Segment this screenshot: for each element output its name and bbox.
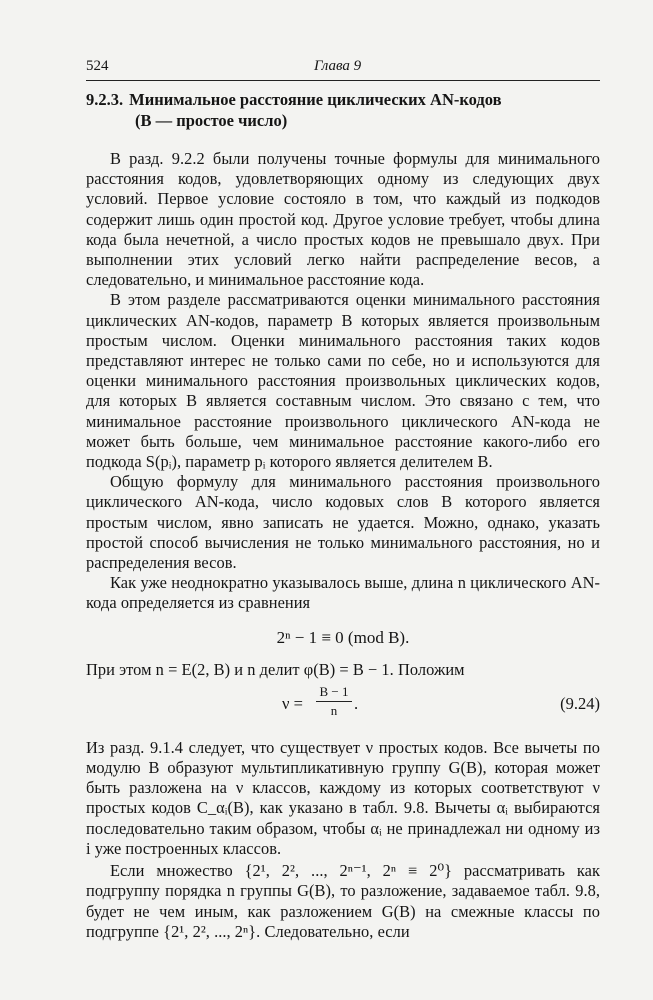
page-number: 524 — [86, 58, 109, 74]
formula-nu-lhs: ν = — [282, 693, 303, 713]
paragraph-6: Если множество {2¹, 2², ..., 2ⁿ⁻¹, 2ⁿ ≡ 2⁰} рассматривать как подгруппу порядка n группы G(B), то разложение, задаваемое табл. 9.8, будет не чем иным, как разложением G(B) на смежные классы по подгруппе {2¹, 2², ..., 2ⁿ}. Следовательно, если — [86, 861, 600, 941]
chapter-title: Глава 9 — [314, 58, 362, 74]
formula-congruence: 2ⁿ − 1 ≡ 0 (mod B). — [276, 627, 410, 647]
section-heading — [86, 89, 600, 131]
header-rule — [86, 80, 600, 81]
section-number: 9.2.3. — [86, 90, 124, 109]
paragraph-4: Как уже неоднократно указывалось выше, длина n циклического AN-кода определяется из сравнения — [86, 573, 600, 613]
running-header — [86, 58, 600, 80]
equation-number: (9.24) — [560, 693, 600, 713]
section-title-line1: Минимальное расстояние циклических AN-кодов — [129, 90, 502, 109]
paragraph-1: В разд. 9.2.2 были получены точные формулы для минимального расстояния кодов, удовлетворяющих одному из следующих двух условий. Первое условие состояло в том, что каждый из подкодов содержит лишь один простой код. Другое условие требует, чтобы длина кода была нечетной, а число простых кодов не превышало двух. При выполнении этих условий легко найти распределение весов, а следовательно, и минимальное расстояние кода. — [86, 149, 600, 290]
line-after-formula: При этом n = E(2, B) и n делит φ(B) = B − 1. Положим — [86, 659, 465, 679]
formula-nu-tail: . — [354, 693, 359, 713]
fraction-bar — [316, 701, 352, 702]
formula-nu-fraction — [316, 684, 352, 719]
paragraph-5: Из разд. 9.1.4 следует, что существует ν простых кодов. Все вычеты по модулю B образуют мультипликативную группу G(B), которая может быть разложена на ν классов, каждому из которых соответствуют ν простых кодов C_αᵢ(B), как указано в табл. 9.8. Вычеты αᵢ выбираются последовательно таким образом, чтобы αᵢ не принадлежал ни одному из i уже построенных классов. — [86, 737, 600, 858]
formula-nu — [86, 684, 600, 728]
formula-nu-numerator: B − 1 — [319, 683, 349, 699]
page — [86, 58, 600, 942]
section-title-line2: (B — простое число) — [135, 111, 288, 130]
formula-nu-denominator: n — [330, 702, 338, 718]
paragraph-3: Общую формулу для минимального расстояния произвольного циклического AN-кода, число кодовых слов B которого является простым числом, явно записать не удается. Можно, однако, указать простой способ вычисления не только минимального расстояния, но и распределения весов. — [86, 472, 600, 573]
paragraph-2: В этом разделе рассматриваются оценки минимального расстояния циклических AN-кодов, параметр B которых является произвольным простым числом. Оценки минимального расстояния таких кодов представляют интерес не только сами по себе, но и используются для оценки минимального расстояния произвольных циклических кодов, для которых B является составным числом. Это связано с тем, что минимальное расстояние произвольного циклического AN-кода не может быть больше, чем минимальное расстояние какого-либо его подкода S(pᵢ), параметр pᵢ которого является делителем B. — [86, 290, 600, 472]
